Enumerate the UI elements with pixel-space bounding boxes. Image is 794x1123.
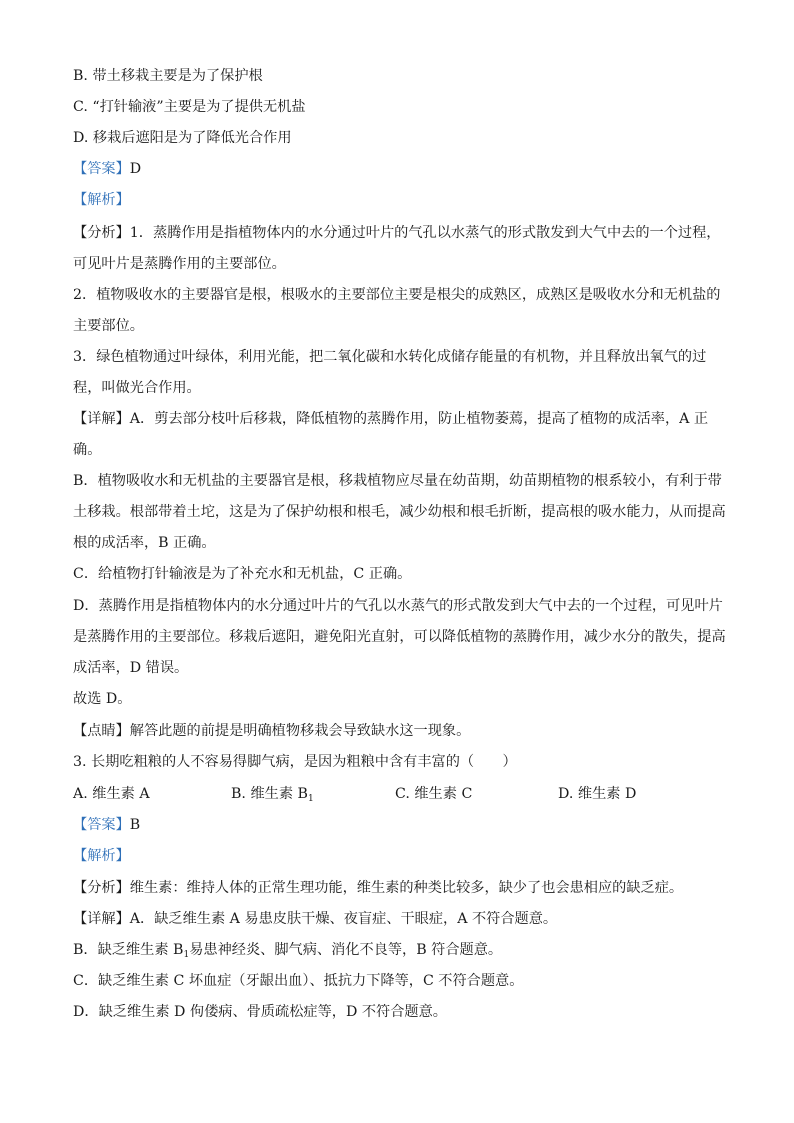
point-tag: 【点睛】 [73, 723, 130, 739]
detail-b-pre: B．缺乏维生素 B [73, 942, 184, 958]
analysis-tag: 【分析】 [73, 880, 130, 896]
detail-b-subscript: 1 [183, 950, 190, 960]
detail-b-post: 易患神经炎、脚气病、消化不良等，B 符合题意。 [189, 942, 503, 958]
analysis-text: 1．蒸腾作用是指植物体内的水分通过叶片的气孔以水蒸气的形式散发到大气中去的一个过程， [129, 225, 721, 241]
option-b-line: B. 带土移栽主要是为了保护根 [73, 68, 263, 84]
detail-line-q3-c: C．缺乏维生素 C 坏血症（牙龈出血）、抵抗力下降等，C 不符合题意。 [73, 973, 524, 989]
jiexi-label-q2 [73, 190, 733, 210]
answer-tag: 【答案】 [73, 161, 130, 177]
analysis-tag: 【分析】 [73, 225, 130, 241]
detail-tag: 【详解】 [73, 411, 130, 427]
detail-text: A．缺乏维生素 A 易患皮肤干燥、夜盲症、干眼症，A 不符合题意。 [129, 911, 558, 927]
answer-value: D [129, 161, 142, 177]
detail-line-q3-d: D．缺乏维生素 D 佝偻病、骨质疏松症等，D 不符合题意。 [73, 1004, 447, 1020]
option-b [231, 784, 314, 809]
analysis-text: 维生素：维持人体的正常生理功能，维生素的种类比较多，缺少了也会患相应的缺乏症。 [129, 880, 684, 896]
answer-line-q2 [73, 159, 733, 179]
detail-line-q3-b [73, 940, 733, 965]
jiexi-tag: 【解析】 [73, 192, 130, 208]
option-a: A. 维生素 A [73, 786, 150, 802]
option-b-text: B. 维生素 B [231, 786, 308, 802]
answer-line-q3 [73, 815, 733, 835]
option-d-line: D. 移栽后遮阳是为了降低光合作用 [73, 130, 292, 146]
detail-line-d1: D．蒸腾作用是指植物体内的水分通过叶片的气孔以水蒸气的形式散发到大气中去的一个过程，可见叶片 [73, 598, 723, 614]
answer-tag: 【答案】 [73, 817, 130, 833]
detail-line-d3: 成活率，D 错误。 [73, 660, 189, 676]
detail-tag: 【详解】 [73, 911, 130, 927]
analysis-line-6: 程，叫做光合作用。 [73, 380, 201, 396]
analysis-line-3: 2．植物吸收水的主要器官是根，根吸水的主要部位主要是根尖的成熟区，成熟区是吸收水分和无机盐的 [73, 287, 721, 303]
analysis-line-4: 主要部位。 [73, 318, 144, 334]
analysis-line-1 [73, 223, 733, 243]
point-line [73, 721, 733, 741]
answer-value: B [129, 817, 141, 833]
option-b-subscript: 1 [307, 794, 314, 804]
detail-line-q3-a [73, 909, 733, 929]
jiexi-label-q3 [73, 846, 733, 866]
point-text: 解答此题的前提是明确植物移栽会导致缺水这一现象。 [129, 723, 471, 739]
analysis-line-q3 [73, 878, 733, 898]
choose-line: 故选 D。 [73, 691, 132, 707]
detail-line-c1: C．给植物打针输液是为了补充水和无机盐，C 正确。 [73, 566, 412, 582]
detail-line-b2: 土移栽。根部带着土坨，这是为了保护幼根和根毛，减少幼根和根毛折断，提高根的吸水能力，从而提高 [73, 504, 726, 520]
detail-line-d2: 是蒸腾作用的主要部位。移栽后遮阳，避免阳光直射，可以降低植物的蒸腾作用，减少水分的散失，提高 [73, 629, 726, 645]
detail-line-b1: B．植物吸收水和无机盐的主要器官是根，移栽植物应尽量在幼苗期，幼苗期植物的根系较小，有利于带 [73, 473, 722, 489]
option-d: D. 维生素 D [558, 786, 637, 802]
detail-text: A．剪去部分枝叶后移栽，降低植物的蒸腾作用，防止植物萎蔫，提高了植物的成活率，A 正 [129, 411, 709, 427]
detail-line-a2: 确。 [73, 442, 102, 458]
detail-line-a1 [73, 409, 733, 429]
detail-line-b3: 根的成活率，B 正确。 [73, 535, 216, 551]
analysis-line-2: 可见叶片是蒸腾作用的主要部位。 [73, 256, 286, 272]
analysis-line-5: 3．绿色植物通过叶绿体，利用光能，把二氧化碳和水转化成储存能量的有机物，并且释放出氧气的过 [73, 349, 707, 365]
question-3-stem: 3. 长期吃粗粮的人不容易得脚气病，是因为粗粮中含有丰富的（ ） [73, 754, 517, 770]
jiexi-tag: 【解析】 [73, 848, 130, 864]
option-c: C. 维生素 C [395, 786, 473, 802]
option-c-line: C. “打针输液”主要是为了提供无机盐 [73, 99, 306, 115]
